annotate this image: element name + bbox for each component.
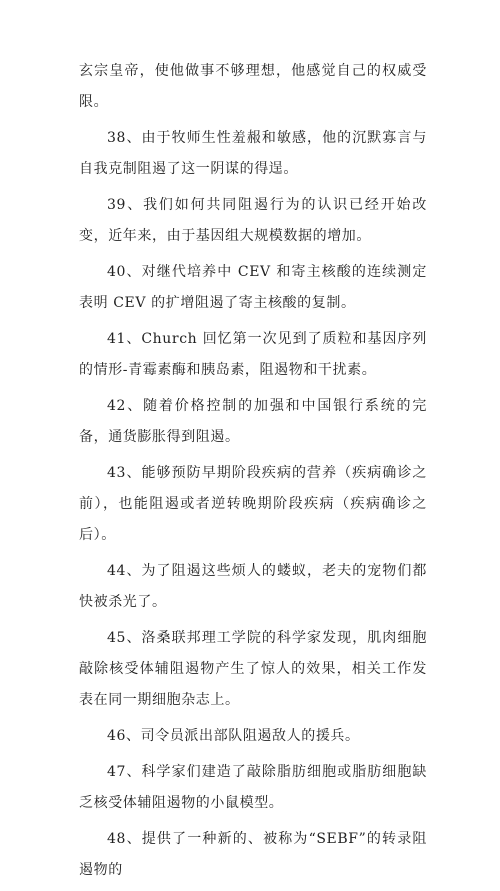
paragraph-48: 48、提供了一种新的、被称为“SEBF”的转录阻遏物的 xyxy=(79,831,427,878)
paragraph-40: 40、对继代培养中 CEV 和寄主核酸的连续测定表明 CEV 的扩增阻遏了寄主核酸的复制。 xyxy=(79,264,427,311)
paragraph-continued: 玄宗皇帝，使他做事不够理想，他感觉自己的权威受限。 xyxy=(79,63,427,110)
paragraph-45: 45、洛桑联邦理工学院的科学家发现，肌肉细胞敲除核受体辅阻遏物产生了惊人的效果，相关工作发表在同一期细胞杂志上。 xyxy=(79,630,427,708)
paragraph-38: 38、由于牧师生性羞赧和敏感，他的沉默寡言与自我克制阻遏了这一阴谋的得逞。 xyxy=(79,130,427,177)
paragraph-43: 43、能够预防早期阶段疾病的营养（疾病确诊之前），也能阻遏或者逆转晚期阶段疾病（疾病确诊之后）。 xyxy=(79,465,427,543)
paragraph-46: 46、司令员派出部队阻遏敌人的援兵。 xyxy=(107,728,360,744)
paragraph-47: 47、科学家们建造了敲除脂肪细胞或脂肪细胞缺乏核受体辅阻遏物的小鼠模型。 xyxy=(79,764,427,811)
paragraph-42: 42、随着价格控制的加强和中国银行系统的完备，通货膨胀得到阻遏。 xyxy=(79,398,427,445)
paragraph-41: 41、Church 回忆第一次见到了质粒和基因序列的情形-青霉素酶和胰岛素，阻遏物和干扰素。 xyxy=(79,331,427,378)
paragraph-39: 39、我们如何共同阻遏行为的认识已经开始改变，近年来，由于基因组大规模数据的增加。 xyxy=(79,197,427,244)
paragraph-44: 44、为了阻遏这些烦人的蝼蚁，老夫的宠物们都快被杀光了。 xyxy=(79,563,427,610)
document-body xyxy=(79,56,427,891)
